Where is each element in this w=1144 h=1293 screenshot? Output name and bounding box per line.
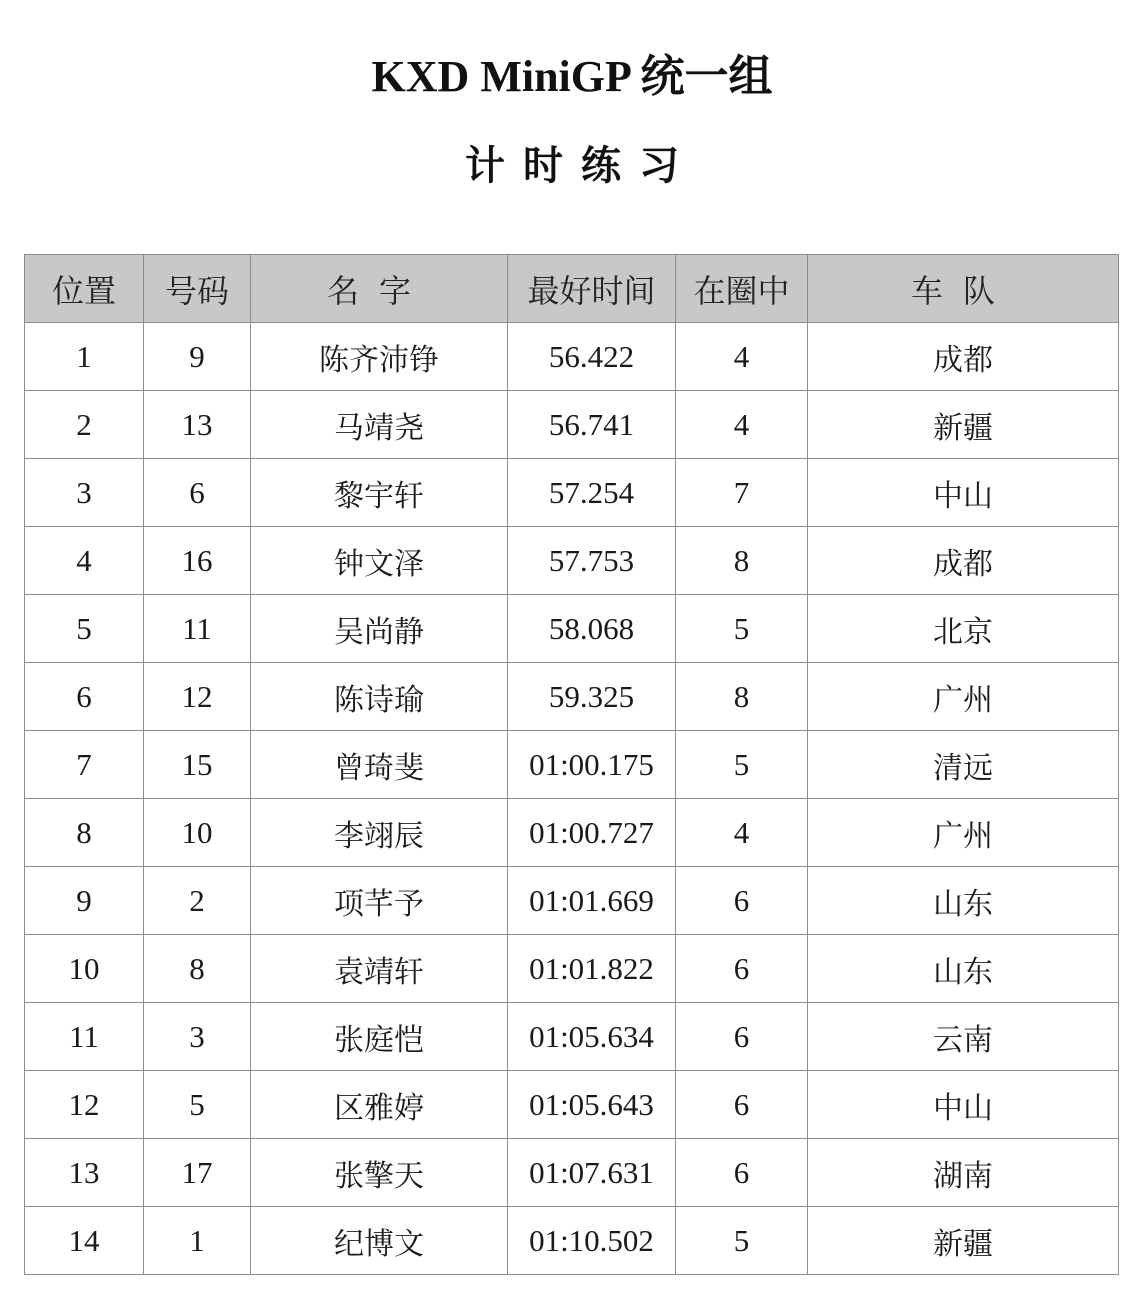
cell-name: 张庭恺 [251, 1003, 508, 1071]
cell-position: 2 [25, 391, 144, 459]
cell-number: 12 [144, 663, 251, 731]
cell-number: 3 [144, 1003, 251, 1071]
cell-position: 13 [25, 1139, 144, 1207]
cell-name: 钟文泽 [251, 527, 508, 595]
results-table [24, 254, 1119, 1275]
cell-name: 曾琦斐 [251, 731, 508, 799]
cell-lap: 4 [676, 391, 808, 459]
table-row [25, 663, 1119, 731]
cell-position: 10 [25, 935, 144, 1003]
cell-team: 北京 [808, 595, 1119, 663]
header-best-time: 最好时间 [508, 255, 676, 323]
cell-lap: 8 [676, 527, 808, 595]
cell-team: 山东 [808, 867, 1119, 935]
cell-number: 2 [144, 867, 251, 935]
cell-best-time: 01:00.727 [508, 799, 676, 867]
cell-best-time: 01:01.822 [508, 935, 676, 1003]
header-position: 位置 [25, 255, 144, 323]
table-row [25, 731, 1119, 799]
table-row [25, 527, 1119, 595]
cell-team: 湖南 [808, 1139, 1119, 1207]
table-row [25, 799, 1119, 867]
cell-position: 3 [25, 459, 144, 527]
table-row [25, 595, 1119, 663]
cell-team: 成都 [808, 323, 1119, 391]
cell-name: 项芊予 [251, 867, 508, 935]
cell-team: 中山 [808, 1071, 1119, 1139]
cell-position: 8 [25, 799, 144, 867]
cell-number: 9 [144, 323, 251, 391]
cell-best-time: 01:01.669 [508, 867, 676, 935]
cell-team: 广州 [808, 663, 1119, 731]
cell-best-time: 57.254 [508, 459, 676, 527]
cell-number: 10 [144, 799, 251, 867]
header-team: 车队 [808, 255, 1119, 323]
cell-name: 区雅婷 [251, 1071, 508, 1139]
cell-name: 马靖尧 [251, 391, 508, 459]
table-row [25, 867, 1119, 935]
cell-team: 新疆 [808, 1207, 1119, 1275]
cell-team: 中山 [808, 459, 1119, 527]
cell-position: 6 [25, 663, 144, 731]
header-lap: 在圈中 [676, 255, 808, 323]
table-row [25, 1071, 1119, 1139]
cell-position: 14 [25, 1207, 144, 1275]
cell-lap: 8 [676, 663, 808, 731]
table-row [25, 323, 1119, 391]
cell-name: 陈诗瑜 [251, 663, 508, 731]
cell-best-time: 59.325 [508, 663, 676, 731]
results-body [25, 323, 1119, 1275]
cell-best-time: 01:05.643 [508, 1071, 676, 1139]
cell-lap: 5 [676, 595, 808, 663]
cell-best-time: 56.422 [508, 323, 676, 391]
cell-team: 清远 [808, 731, 1119, 799]
cell-name: 张擎天 [251, 1139, 508, 1207]
cell-position: 4 [25, 527, 144, 595]
cell-number: 5 [144, 1071, 251, 1139]
header-name: 名字 [251, 255, 508, 323]
cell-best-time: 57.753 [508, 527, 676, 595]
cell-number: 15 [144, 731, 251, 799]
cell-name: 黎宇轩 [251, 459, 508, 527]
table-row [25, 459, 1119, 527]
cell-lap: 4 [676, 323, 808, 391]
cell-lap: 6 [676, 935, 808, 1003]
cell-position: 11 [25, 1003, 144, 1071]
cell-best-time: 01:05.634 [508, 1003, 676, 1071]
cell-position: 5 [25, 595, 144, 663]
table-row [25, 1003, 1119, 1071]
table-row [25, 1139, 1119, 1207]
cell-name: 袁靖轩 [251, 935, 508, 1003]
table-header-row [25, 255, 1119, 323]
cell-lap: 5 [676, 1207, 808, 1275]
cell-lap: 6 [676, 1139, 808, 1207]
cell-lap: 6 [676, 867, 808, 935]
cell-number: 17 [144, 1139, 251, 1207]
cell-name: 李翊辰 [251, 799, 508, 867]
cell-name: 陈齐沛铮 [251, 323, 508, 391]
cell-number: 13 [144, 391, 251, 459]
cell-position: 12 [25, 1071, 144, 1139]
cell-name: 吴尚静 [251, 595, 508, 663]
cell-team: 广州 [808, 799, 1119, 867]
cell-team: 山东 [808, 935, 1119, 1003]
cell-team: 成都 [808, 527, 1119, 595]
table-row [25, 1207, 1119, 1275]
page-title: KXD MiniGP 统一组 [371, 52, 773, 101]
cell-name: 纪博文 [251, 1207, 508, 1275]
cell-number: 6 [144, 459, 251, 527]
table-row [25, 935, 1119, 1003]
cell-number: 8 [144, 935, 251, 1003]
cell-lap: 6 [676, 1003, 808, 1071]
cell-lap: 6 [676, 1071, 808, 1139]
cell-best-time: 01:10.502 [508, 1207, 676, 1275]
cell-position: 1 [25, 323, 144, 391]
cell-position: 9 [25, 867, 144, 935]
page-subtitle: 计时练习 [465, 143, 697, 188]
cell-number: 1 [144, 1207, 251, 1275]
header-number: 号码 [144, 255, 251, 323]
cell-lap: 5 [676, 731, 808, 799]
cell-number: 16 [144, 527, 251, 595]
cell-position: 7 [25, 731, 144, 799]
cell-best-time: 58.068 [508, 595, 676, 663]
cell-lap: 7 [676, 459, 808, 527]
cell-number: 11 [144, 595, 251, 663]
cell-team: 新疆 [808, 391, 1119, 459]
cell-best-time: 01:07.631 [508, 1139, 676, 1207]
cell-lap: 4 [676, 799, 808, 867]
table-row [25, 391, 1119, 459]
cell-team: 云南 [808, 1003, 1119, 1071]
cell-best-time: 01:00.175 [508, 731, 676, 799]
cell-best-time: 56.741 [508, 391, 676, 459]
